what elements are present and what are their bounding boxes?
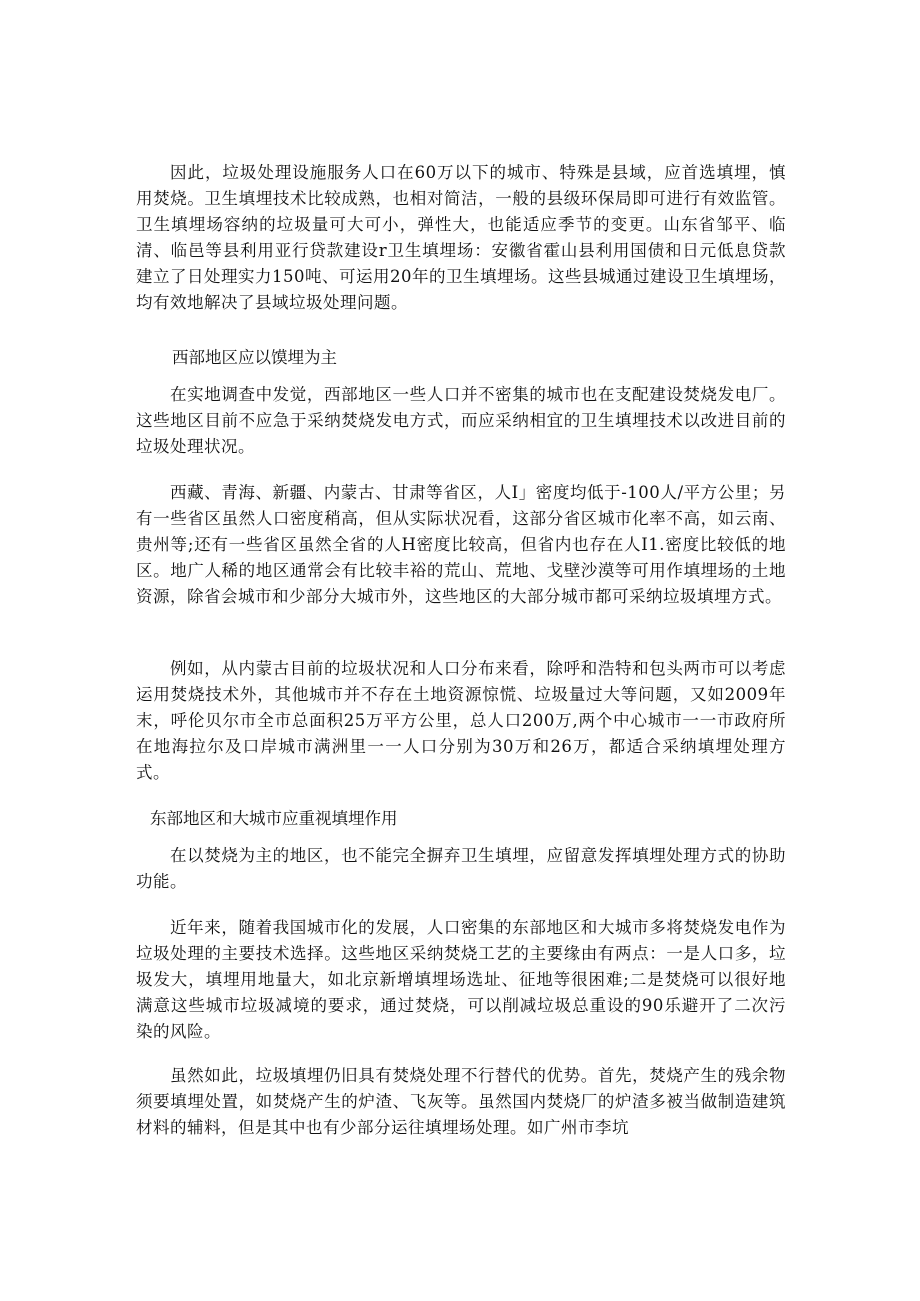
heading-eastern-region: 东部地区和大城市应重视填埋作用 <box>150 809 398 828</box>
paragraph-western-survey: 在实地调查中发觉，西部地区一些人口并不密集的城市也在支配建设焚烧发电厂。这些地区目前不应急于采纳焚烧发电方式，而应采纳相宜的卫生填埋技术以改进目前的垃圾处理状况。 <box>136 385 786 456</box>
paragraph-landfill-advantages: 虽然如此，垃圾填埋仍旧具有焚烧处理不行替代的优势。首先，焚烧产生的残余物须要填埋处置，如焚烧产生的炉渣、飞灰等。虽然国内焚烧厂的炉渣多被当做制造建筑材料的辅料，但是其中也有少部分运往填埋场处理。如广州市李坑 <box>136 1066 786 1137</box>
paragraph-population-density: 西藏、青海、新疆、内蒙古、甘肃等省区，人I」密度均低于-100人/平方公里；另有一些省区虽然人口密度稍高，但从实际状况看，这部分省区城市化率不高，如云南、贵州等;还有一些省区虽然全省的人H密度比较高，但省内也存在人I1.密度比较低的地区。地广人稀的地区通常会有比较丰裕的荒山、荒地、戈壁沙漠等可用作填埋场的土地资源，除省会城市和少部分大城市外，这些地区的大部分城市都可采纳垃圾填埋方式。 <box>136 483 786 606</box>
paragraph-county-landfill: 因此，垃圾处理设施服务人口在60万以下的城市、特殊是县域，应首选填埋，慎用焚烧。卫生填埋技术比较成熟，也相对简洁，一般的县级环保局即可进行有效监管。卫生填埋场容纳的垃圾量可大可小，弹性大，也能适应季节的变更。山东省邹平、临清、临邑等县利用亚行贷款建设r卫生填埋场：安徽省霍山县利用国债和日元低息贷款建立了日处理实力150吨、可运用20年的卫生填埋场。这些县城通过建设卫生填埋场，均有效地解决了县域垃圾处理问题。 <box>136 163 786 312</box>
paragraph-inner-mongolia-example: 例如，从内蒙古目前的垃圾状况和人口分布来看，除呼和浩特和包头两市可以考虑运用焚烧技术外，其他城市并不存在土地资源惊慌、垃圾量过大等问题，又如2009年末，呼伦贝尔市全市总面积25万平方公里，总人口200万,两个中心城市一一市政府所在地海拉尔及口岸城市满洲里一一人口分别为30万和26万，都适合采纳填埋处理方式。 <box>136 659 786 782</box>
heading-western-region: 西部地区应以馍埋为主 <box>172 348 337 367</box>
paragraph-incineration-reasons: 近年来，随着我国城市化的发展，人口密集的东部地区和大城市多将焚烧发电作为垃圾处理的主要技术选择。这些地区采纳焚烧工艺的主要缘由有两点：一是人口多，垃圾发大，填埋用地量大，如北京新增填埋场选址、征地等很困难;二是焚烧可以很好地满意这些城市垃圾减境的要求，通过焚烧，可以削减垃圾总重设的90乐避开了二次污染的风险。 <box>136 918 786 1041</box>
paragraph-landfill-auxiliary: 在以焚烧为主的地区，也不能完全摒弃卫生填埋，应留意发挥填埋处理方式的协助功能。 <box>136 846 786 891</box>
